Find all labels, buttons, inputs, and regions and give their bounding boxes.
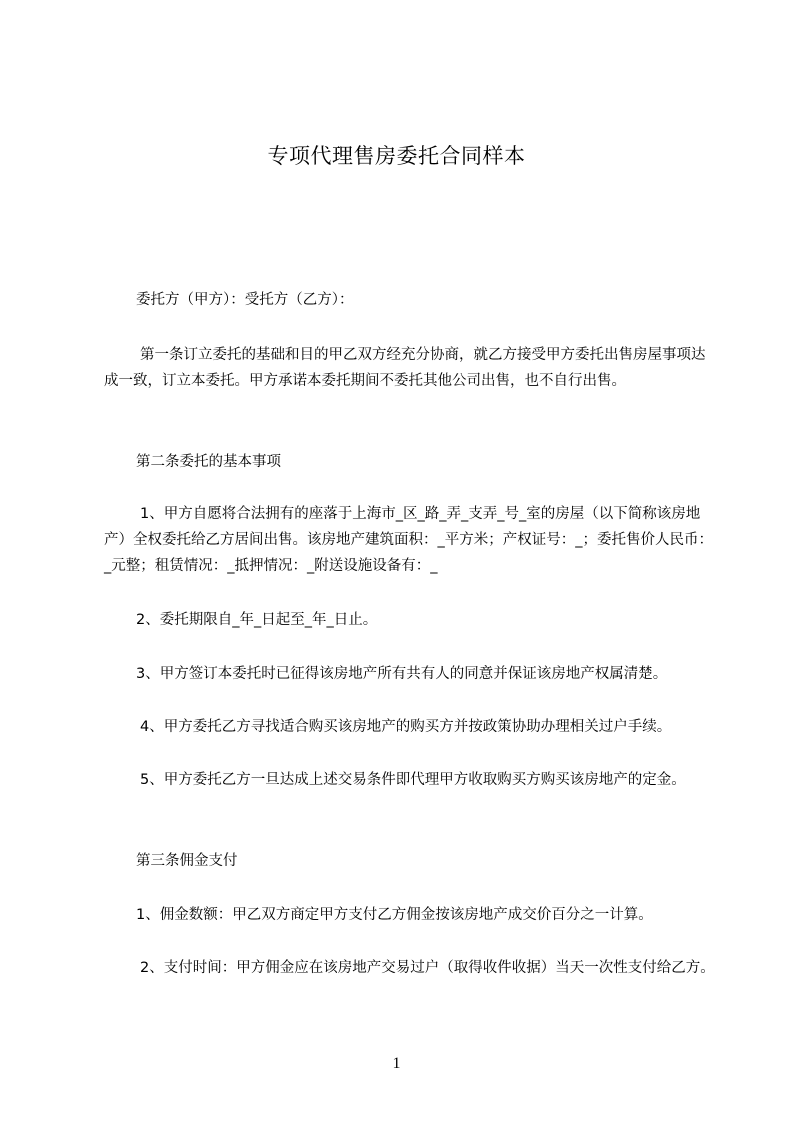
article-2-item-2: 2、委托期限自_年_日起至_年_日止。 bbox=[136, 612, 378, 628]
parties-line: 委托方（甲方）：受托方（乙方）： bbox=[136, 292, 354, 308]
page-number: 1 bbox=[392, 1055, 401, 1072]
article-1-paragraph: 第一条订立委托的基础和目的甲乙双方经充分协商，就乙方接受甲方委托出售房屋事项达成一致，订立本委托。甲方承诺本委托期间不委托其他公司出售，也不自行出售。 bbox=[104, 347, 706, 389]
article-2-item-1: 1、甲方自愿将合法拥有的座落于上海市_区_路_弄_支弄_号_室的房屋（以下简称该房地产）全权委托给乙方居间出售。该房地产建筑面积：_平方米；产权证号：_；委托售价人民币：_元整；租赁情况：_抵押情况：_附送设施设备有：_ bbox=[104, 506, 713, 574]
article-2-item-4: 4、甲方委托乙方寻找适合购买该房地产的购买方并按政策协助办理相关过户手续。 bbox=[140, 719, 672, 735]
article-3-heading: 第三条佣金支付 bbox=[136, 853, 238, 869]
article-2-item-3: 3、甲方签订本委托时已征得该房地产所有共有人的同意并保证该房地产权属清楚。 bbox=[136, 666, 668, 682]
document-title: 专项代理售房委托合同样本 bbox=[267, 144, 526, 168]
article-3-item-2: 2、支付时间：甲方佣金应在该房地产交易过户（取得收件收据）当天一次性支付给乙方。 bbox=[140, 960, 715, 976]
article-2-item-5: 5、甲方委托乙方一旦达成上述交易条件即代理甲方收取购买方购买该房地产的定金。 bbox=[140, 772, 686, 788]
article-3-item-1: 1、佣金数额：甲乙双方商定甲方支付乙方佣金按该房地产成交价百分之一计算。 bbox=[136, 907, 653, 923]
article-2-heading: 第二条委托的基本事项 bbox=[136, 454, 281, 470]
